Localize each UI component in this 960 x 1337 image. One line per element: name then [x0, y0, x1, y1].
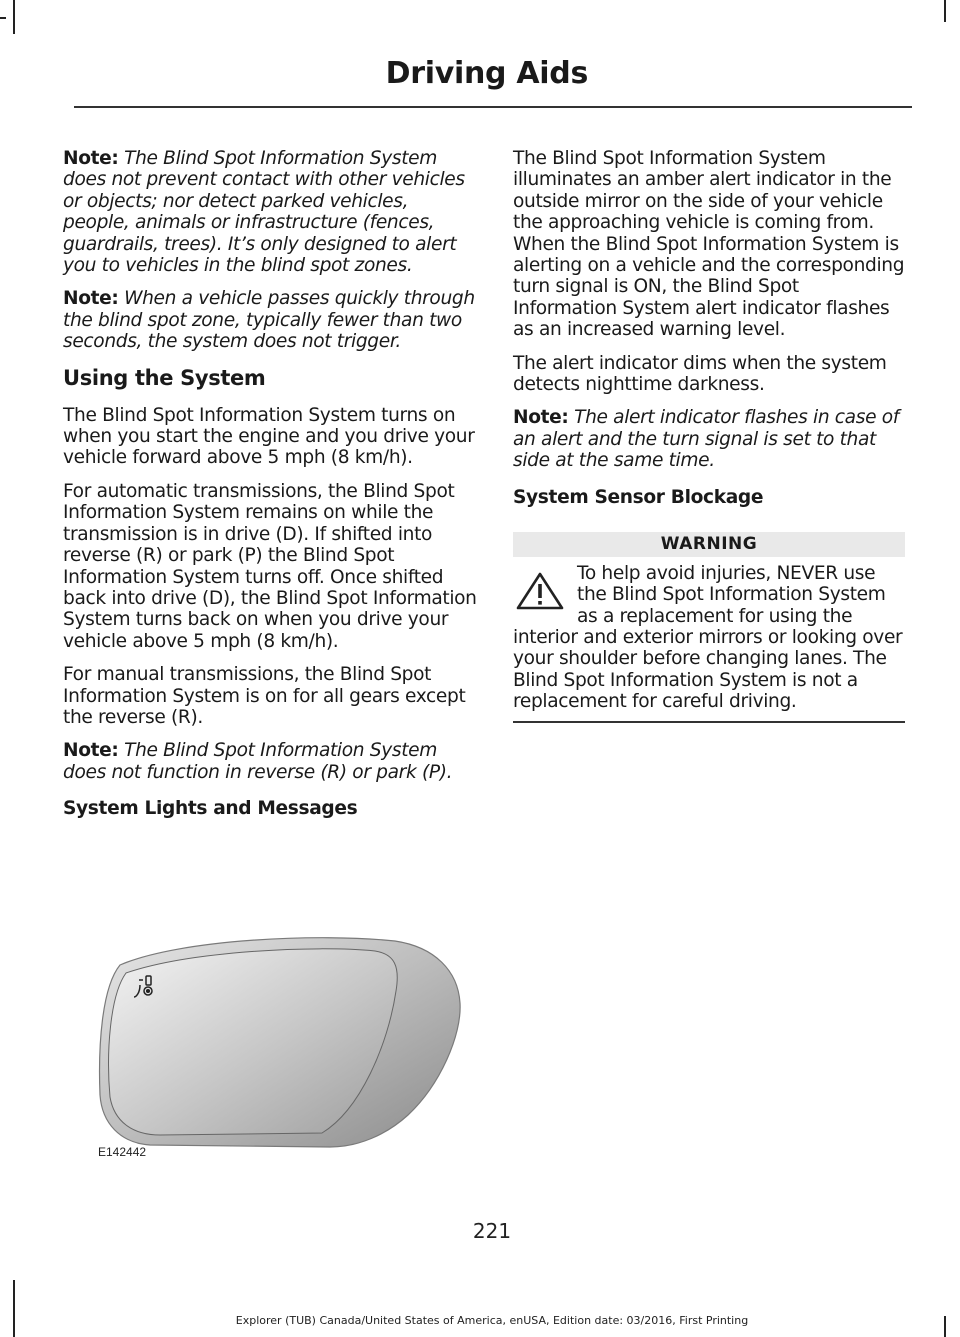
note-paragraph [63, 148, 477, 276]
body-paragraph: For automatic transmissions, the Blind Spot Information System remains on while the transmission is in drive (D). If shifted into reverse (R) or park (P) the Blind Spot Information System turns off. Once shifted back into drive (D), the Blind Spot Information System turns back on when you drive your vehicle above 5 mph (8 km/h). [63, 480, 477, 652]
crop-mark [13, 1280, 15, 1337]
right-column [513, 148, 908, 723]
warning-triangle-icon [515, 571, 565, 611]
warning-rule [513, 721, 905, 723]
note-text: When a vehicle passes quickly through the blind spot zone, typically fewer than two seconds, the system does not trigger. [63, 288, 475, 353]
figure-id: E142442 [98, 1145, 147, 1159]
note-text: The alert indicator flashes in case of an alert and the turn signal is set to that side at the same time. [513, 407, 899, 472]
header-rule [74, 106, 912, 108]
note-label: Note: [63, 740, 119, 762]
note-paragraph [513, 407, 908, 471]
page-header-title: Driving Aids [385, 56, 588, 91]
note-paragraph [63, 288, 477, 352]
warning-box [513, 563, 908, 713]
crop-mark [944, 0, 946, 22]
note-label: Note: [513, 407, 569, 429]
left-column [63, 148, 477, 833]
body-paragraph: The alert indicator dims when the system detects nighttime darkness. [513, 352, 887, 396]
page-number: 221 [472, 1219, 512, 1243]
note-text: The Blind Spot Information System does not function in reverse (R) or park (P). [63, 740, 453, 783]
crop-mark [13, 0, 15, 34]
body-paragraph: The Blind Spot Information System turns on when you start the engine and you drive your vehicle forward above 5 mph (8 km/h). [63, 404, 475, 469]
warning-header: WARNING [513, 532, 905, 557]
warning-text: To help avoid injuries, NEVER use the Blind Spot Information System as a replacement for using the interior and exterior mirrors or looking over your shoulder before changing lanes. The Blind Spot Information System is not a replacement for careful driving. [513, 562, 903, 713]
page-footer: Explorer (TUB) Canada/United States of America, enUSA, Edition date: 03/2016, First Printing [235, 1314, 749, 1327]
note-paragraph [63, 740, 477, 783]
note-label: Note: [63, 288, 119, 310]
note-label: Note: [63, 148, 119, 169]
body-paragraph: The Blind Spot Information System illuminates an amber alert indicator in the outside mirror on the side of your vehicle the approaching vehicle is coming from. When the Blind Spot Information System is alerting on a vehicle and the corresponding turn signal is ON, the Blind Spot Information System alert indicator flashes as an increased warning level. [513, 148, 905, 341]
subsection-heading: System Lights and Messages [63, 798, 358, 820]
body-paragraph: For manual transmissions, the Blind Spot Information System is on for all gears except the reverse (R). [63, 664, 466, 728]
note-text: The Blind Spot Information System does not prevent contact with other vehicles or objects; nor detect parked vehicles, people, animals or infrastructure (fences, guardrails, trees). It’s only designed to alert you to vehicles in the blind spot zones. [63, 148, 465, 277]
section-heading: Using the System [63, 365, 266, 390]
mirror-illustration [90, 925, 470, 1163]
subsection-heading: System Sensor Blockage [513, 486, 764, 508]
crop-mark [0, 17, 6, 19]
